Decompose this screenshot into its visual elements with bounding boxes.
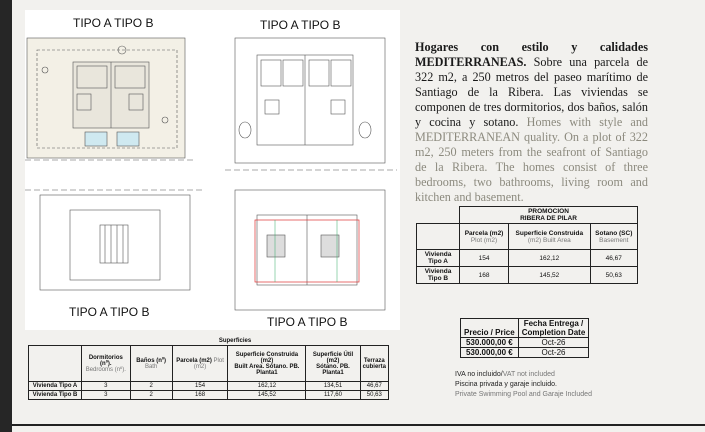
promotion-header-basement: Sotano (SC) Basement bbox=[590, 224, 637, 250]
surfaces-header-plot: Parcela (m2) Plot (m2) bbox=[172, 346, 228, 382]
left-sidebar-bar bbox=[0, 0, 12, 432]
completion-header: Fecha Entrega / Completion Date bbox=[518, 319, 589, 338]
promotion-header-built: Superficie Construida (m2) Built Area bbox=[509, 224, 591, 250]
promotion-header-plot: Parcela (m2) Plot (m2) bbox=[460, 224, 509, 250]
price-header: Precio / Price bbox=[461, 319, 519, 338]
note-vat: IVA no incluido/VAT not included bbox=[455, 371, 555, 378]
description-text bbox=[415, 40, 648, 205]
table-row: 530.000,00 € Oct-26 bbox=[461, 338, 589, 348]
description-spanish: Sobre una parcela de 322 m2, a 250 metros del paseo marítimo de Santiago de la Ribera. Las viviendas se componen de tres dormitorios, dos baños, salón y cocina y sotano. bbox=[415, 55, 648, 129]
surfaces-title: Superficies bbox=[218, 338, 252, 344]
table-row: 530.000,00 € Oct-26 bbox=[461, 348, 589, 358]
plan-label-bottom-left: TIPO A TIPO B bbox=[69, 305, 150, 319]
floor-plans-drawing bbox=[25, 10, 400, 330]
price-table bbox=[460, 318, 589, 358]
surfaces-header-terrace: Terraza cubierta bbox=[360, 346, 388, 382]
surfaces-header-useful: Superficie Útil (m2) Sótano. PB. Planta1 bbox=[306, 346, 360, 382]
plan-label-top-left: TIPO A TIPO B bbox=[73, 16, 154, 30]
surfaces-header-bath: Baños (nº) Bath bbox=[130, 346, 172, 382]
surfaces-header-built: Superficie Construida (m2) Built Area. Sótano. PB. Planta1 bbox=[228, 346, 306, 382]
plan-label-bottom-right: TIPO A TIPO B bbox=[267, 315, 348, 329]
plan-label-top-right: TIPO A TIPO B bbox=[260, 18, 341, 32]
surfaces-table bbox=[28, 337, 389, 400]
note-pool-es: Piscina privada y garaje incluido. bbox=[455, 381, 557, 388]
bottom-divider bbox=[12, 424, 705, 426]
description-title: Hogares con estilo y calidades MEDITERRANEAS. bbox=[415, 40, 648, 69]
description-english: Homes with style and MEDITERRANEAN quality. On a plot of 322 m2, 250 meters from the seafront of Santiago de la Ribera. The homes consist of three bedrooms, two bathrooms, living room and kitchen and basement. bbox=[415, 115, 649, 204]
promotion-table bbox=[416, 206, 638, 284]
floor-plans-image bbox=[25, 10, 400, 330]
notes bbox=[455, 370, 592, 400]
table-row: Vivienda Tipo B 3 2 168 145,52 117,60 50,63 bbox=[29, 391, 389, 400]
promotion-title-cell: PROMOCION RIBERA DE PILAR bbox=[460, 207, 638, 224]
note-pool-en: Private Swimming Pool and Garaje Included bbox=[455, 391, 592, 398]
surfaces-header-bedrooms: Dormitorios (nº). Bedrooms (nº). bbox=[82, 346, 131, 382]
table-row: Vivienda Tipo A 3 2 154 162,12 134,51 46,67 bbox=[29, 382, 389, 391]
table-row: Vivienda Tipo B 168 145,52 50,63 bbox=[417, 267, 638, 284]
table-row: Vivienda Tipo A 154 162,12 46,67 bbox=[417, 250, 638, 267]
